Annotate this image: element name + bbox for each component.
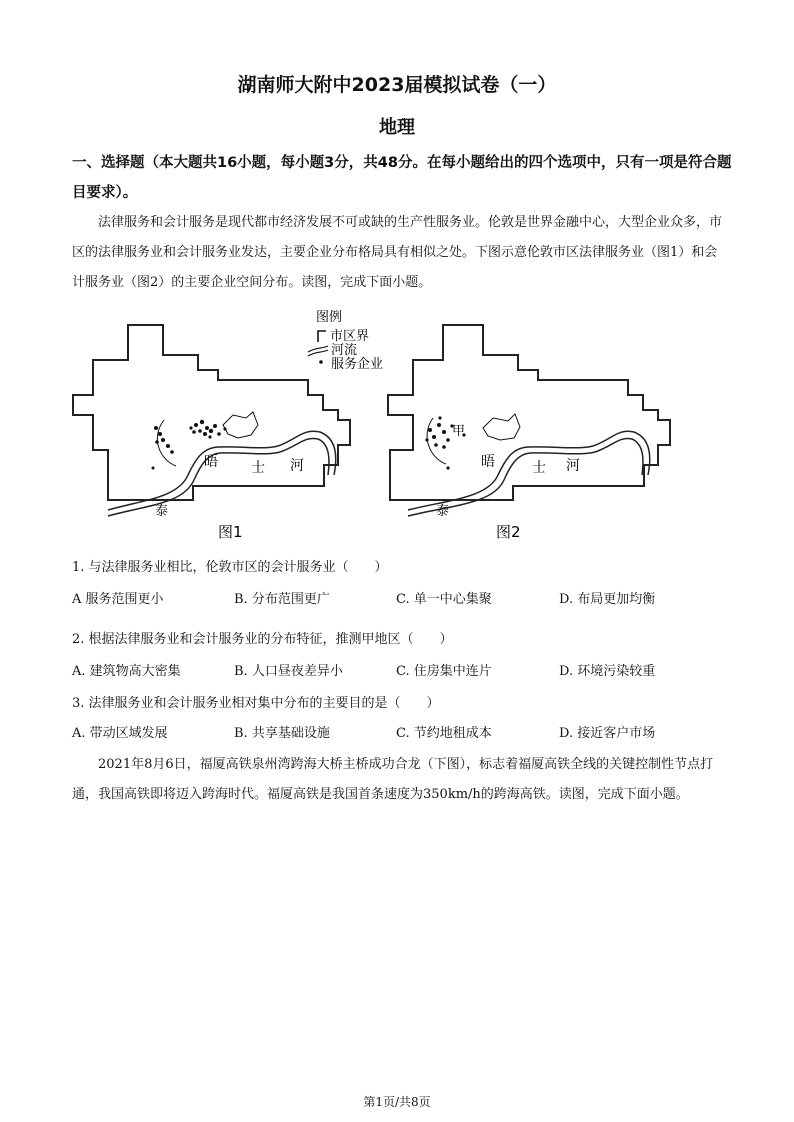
map1-river-char-3: 河 [290,458,304,474]
legend-title: 图例 [316,310,343,325]
map2-tai-char: 泰 [436,504,450,519]
question-3-stem: 3. 法律服务业和会计服务业相对集中分布的主要目的是（ ） [72,696,440,711]
map2-river-char-3: 河 [566,458,580,474]
map2-city-boundary [388,325,670,500]
q3-option-c[interactable]: C. 节约地租成本 [396,726,492,741]
map2-caption: 图2 [496,523,521,541]
q3-option-a[interactable]: A. 带动区域发展 [72,726,168,741]
boundary-icon [318,331,326,342]
question-1-options [72,588,732,608]
q2-option-b[interactable]: B. 人口昼夜差异小 [234,664,343,679]
section-heading: 一、选择题（本大题共16小题，每小题3分，共48分。在每小题给出的四个选项中，只有一项是符合题目要求）。 [72,155,732,201]
q1-option-d[interactable]: D. 布局更加均衡 [559,592,656,607]
q2-option-d[interactable]: D. 环境污染较重 [559,664,656,679]
legend-enterprise-label: 服务企业 [331,357,384,372]
q2-option-c[interactable]: C. 住房集中连片 [396,664,492,679]
jia-label: 甲 [452,424,466,439]
passage-2-text: 2021年8月6日，福厦高铁泉州湾跨海大桥主桥成功合龙（下图），标志着福厦高铁全线的关键控制性节点打通，我国高铁即将迈入跨海时代。福厦高铁是我国首条速度为350km/h的跨海高铁。读图，完成下面小题。 [72,757,714,802]
q3-option-b[interactable]: B. 共享基础设施 [234,726,330,741]
question-2-options [72,660,732,680]
passage-1 [72,208,722,298]
map-figure-svg [68,300,748,545]
q3-option-d[interactable]: D. 接近客户市场 [559,726,656,741]
enterprise-point-icon [319,360,323,364]
exam-title: 湖南师大附中2023届模拟试卷（一） [237,74,557,96]
river-icon [308,346,328,356]
question-3-options [72,722,732,742]
subject-title: 地理 [379,117,415,138]
map1-caption: 图1 [218,523,243,541]
question-2-stem: 2. 根据法律服务业和会计服务业的分布特征，推测甲地区（ ） [72,632,453,647]
legend-boundary-label: 市区界 [330,329,370,344]
legend [308,310,383,372]
map-figure [68,300,748,545]
map1-river-char-1: 晤 [204,454,218,470]
passage-1-text: 法律服务和会计服务是现代都市经济发展不可或缺的生产性服务业。伦敦是世界金融中心，大型企业众多，市区的法律服务业和会计服务业发达，主要企业分布格局具有相似之处。下图示意伦敦市区法律服务业（图1）和会计服务业（图2）的主要企业空间分布。读图，完成下面小题。 [72,215,723,290]
passage-2 [72,750,722,810]
page-footer: 第1页/共8页 [363,1095,431,1109]
question-1-stem: 1. 与法律服务业相比，伦敦市区的会计服务业（ ） [72,560,388,575]
q1-option-a[interactable]: A 服务范围更小 [72,592,164,607]
map1-river-char-2: 士 [251,460,265,476]
q2-option-a[interactable]: A. 建筑物高大密集 [72,664,181,679]
map2-river-char-2: 士 [532,460,546,476]
legend-river-label: 河流 [331,343,358,358]
q1-option-c[interactable]: C. 单一中心集聚 [396,592,492,607]
q1-option-b[interactable]: B. 分布范围更广 [234,592,330,607]
map2-river-char-1: 晤 [481,454,495,470]
map1-tai-char: 泰 [155,504,169,519]
map1-arc [157,420,176,466]
map2-arc [427,418,446,464]
